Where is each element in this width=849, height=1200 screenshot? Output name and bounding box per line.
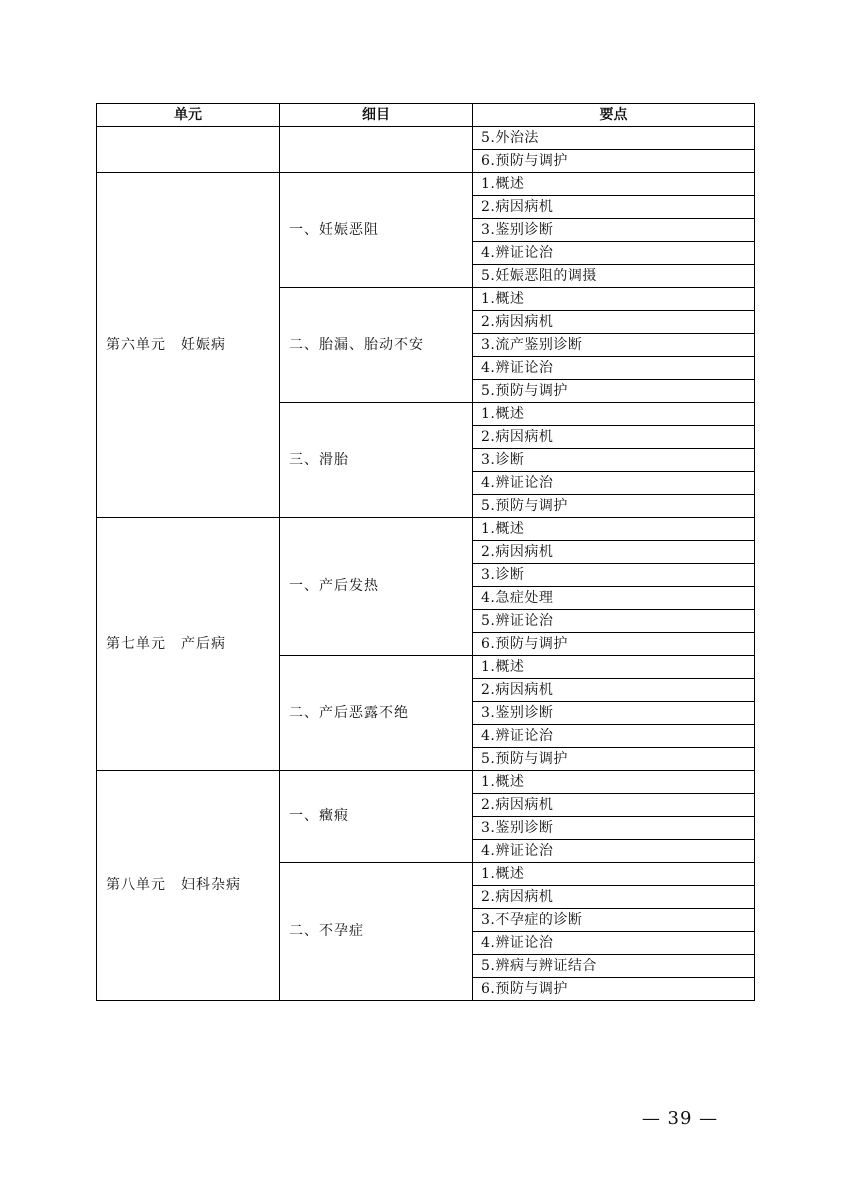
item-cell: 一、癥瘕 [280,771,473,863]
point-cell: 1.概述 [473,288,755,311]
header-points: 要点 [473,104,755,127]
point-cell: 6.预防与调护 [473,150,755,173]
point-cell: 1.概述 [473,173,755,196]
point-cell: 2.病因病机 [473,886,755,909]
point-cell: 2.病因病机 [473,679,755,702]
point-cell: 3.鉴别诊断 [473,702,755,725]
point-cell: 4.辨证论治 [473,357,755,380]
item-cell: 二、不孕症 [280,863,473,1001]
table-row [97,518,755,541]
point-cell: 3.鉴别诊断 [473,219,755,242]
table-row [97,127,755,150]
point-cell: 5.预防与调护 [473,495,755,518]
header-item: 细目 [280,104,473,127]
unit-cell: 第六单元 妊娠病 [97,173,280,518]
point-cell: 4.急症处理 [473,587,755,610]
point-cell: 1.概述 [473,403,755,426]
table-row [97,173,755,196]
page-number: — 39 — [641,1108,719,1129]
point-cell: 6.预防与调护 [473,978,755,1001]
item-cell: 三、滑胎 [280,403,473,518]
point-cell: 5.妊娠恶阻的调摄 [473,265,755,288]
point-cell: 3.流产鉴别诊断 [473,334,755,357]
item-cell: 二、产后恶露不绝 [280,656,473,771]
point-cell: 2.病因病机 [473,426,755,449]
point-cell: 6.预防与调护 [473,633,755,656]
point-cell: 3.诊断 [473,449,755,472]
point-cell: 5.辨证论治 [473,610,755,633]
header-unit: 单元 [97,104,280,127]
point-cell: 2.病因病机 [473,196,755,219]
unit-cell: 第八单元 妇科杂病 [97,771,280,1001]
item-cell: 二、胎漏、胎动不安 [280,288,473,403]
point-cell: 1.概述 [473,518,755,541]
point-cell: 3.诊断 [473,564,755,587]
point-cell: 1.概述 [473,771,755,794]
point-cell: 4.辨证论治 [473,242,755,265]
table-row [97,771,755,794]
header-row [97,104,755,127]
point-cell: 2.病因病机 [473,541,755,564]
point-cell: 3.不孕症的诊断 [473,909,755,932]
point-cell: 1.概述 [473,863,755,886]
point-cell: 4.辨证论治 [473,840,755,863]
unit-cell-continued [97,127,280,173]
point-cell: 5.预防与调护 [473,748,755,771]
point-cell: 2.病因病机 [473,311,755,334]
point-cell: 4.辨证论治 [473,725,755,748]
point-cell: 5.预防与调护 [473,380,755,403]
point-cell: 5.外治法 [473,127,755,150]
point-cell: 1.概述 [473,656,755,679]
item-cell-continued [280,127,473,173]
unit-cell: 第七单元 产后病 [97,518,280,771]
point-cell: 2.病因病机 [473,794,755,817]
point-cell: 3.鉴别诊断 [473,817,755,840]
point-cell: 4.辨证论治 [473,932,755,955]
table-body [97,127,755,1001]
point-cell: 4.辨证论治 [473,472,755,495]
point-cell: 5.辨病与辨证结合 [473,955,755,978]
item-cell: 一、产后发热 [280,518,473,656]
item-cell: 一、妊娠恶阻 [280,173,473,288]
syllabus-table [96,103,755,1001]
